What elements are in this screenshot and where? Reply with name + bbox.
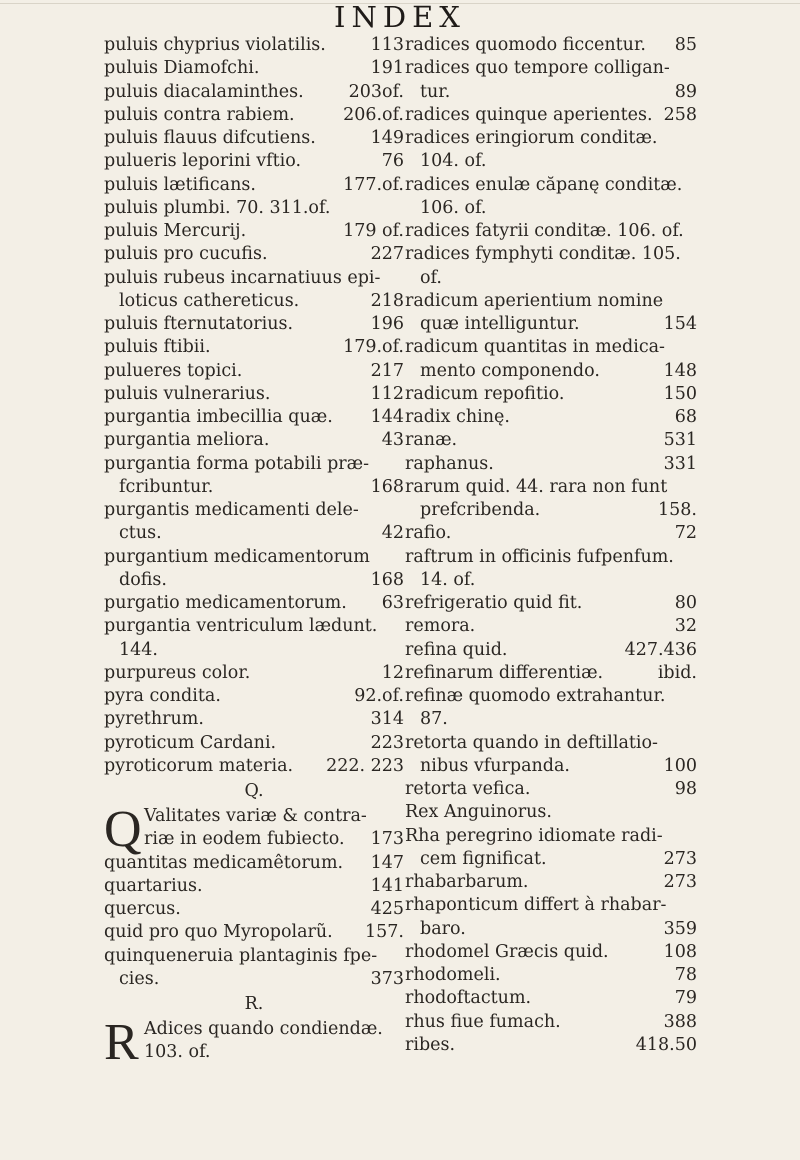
entry-page-ref: 273 — [663, 848, 697, 869]
index-entry — [405, 197, 697, 220]
index-entry — [405, 941, 697, 964]
entry-page-ref: 144 — [370, 407, 404, 427]
entry-term: pyra condita. — [104, 686, 221, 706]
entry-term: 104. of. — [420, 151, 487, 172]
index-entry — [405, 127, 697, 150]
index-entry — [405, 267, 697, 290]
index-entry — [104, 197, 404, 220]
entry-page-ref: 157. — [365, 922, 404, 943]
drop-cap-q: Q — [104, 801, 142, 858]
q-initial-entry — [104, 801, 404, 858]
entry-page-ref: 147 — [370, 852, 404, 873]
entry-page-ref: 203of. — [348, 81, 404, 102]
entry-term: purpureus color. — [104, 662, 251, 683]
entry-page-ref: 92.of. — [354, 686, 404, 706]
entry-page-ref: 43 — [381, 430, 404, 451]
entry-term: puluis flauus difcutiens. — [104, 128, 316, 148]
index-entry — [405, 662, 697, 685]
entry-page-ref: 76 — [381, 151, 404, 172]
entry-term: puluis fternutatorius. — [104, 314, 294, 334]
entry-page-ref: 227 — [370, 244, 404, 265]
entry-term: rhodomeli. — [405, 965, 501, 985]
index-entry — [104, 360, 404, 383]
entry-term: radices enulæ căpanę conditæ. — [405, 174, 683, 195]
entry-term: ranæ. — [405, 430, 458, 451]
index-entry — [104, 290, 404, 313]
index-entry — [104, 57, 404, 80]
section-heading-r: R. — [244, 994, 264, 1014]
index-entry — [104, 453, 404, 476]
r-entry-text-2: 103. of. — [144, 1042, 211, 1063]
entry-term: cem fignificat. — [420, 848, 547, 869]
entry-term: Rha peregrino idiomate radi- — [405, 825, 663, 846]
entry-page-ref: 154 — [663, 314, 697, 334]
entry-term: retorta vefica. — [405, 779, 531, 799]
entry-page-ref: 177.of. — [343, 174, 404, 195]
right-column — [405, 34, 697, 1057]
index-entry — [104, 406, 404, 429]
entry-term: mento componendo. — [420, 360, 600, 381]
index-entry — [405, 360, 697, 383]
left-entry-list — [104, 34, 404, 778]
index-entry — [405, 476, 697, 499]
entry-page-ref: 68 — [674, 407, 697, 427]
index-entry — [405, 848, 697, 871]
entry-term: pulueres topici. — [104, 360, 243, 381]
entry-page-ref: 179.of. — [343, 337, 404, 358]
entry-page-ref: 100 — [663, 755, 697, 776]
entry-term: pyroticum Cardani. — [104, 732, 277, 753]
index-entry — [104, 732, 404, 755]
index-entry — [405, 429, 697, 452]
entry-page-ref: 217 — [370, 360, 404, 381]
index-entry — [104, 34, 404, 57]
entry-page-ref: 206.of. — [343, 104, 404, 125]
q-entry-text-1: Valitates variæ & contra- — [144, 806, 367, 826]
entry-term: radices quinque aperientes. — [405, 104, 653, 125]
entry-term: purgantium medicamentorum — [104, 546, 370, 567]
index-entry — [405, 522, 697, 545]
entry-page-ref: ibid. — [657, 662, 697, 683]
index-entry — [405, 220, 697, 243]
index-entry — [405, 546, 697, 569]
index-entry — [104, 127, 404, 150]
index-entry — [104, 174, 404, 197]
index-entry — [104, 522, 404, 545]
entry-term: radicum repofitio. — [405, 383, 565, 404]
index-entry — [104, 220, 404, 243]
index-entry — [405, 104, 697, 127]
entry-term: 106. of. — [420, 197, 487, 218]
index-entry — [104, 921, 404, 944]
entry-page-ref: 273 — [663, 872, 697, 892]
entry-term: purgantia imbecillia quæ. — [104, 407, 333, 427]
index-entry — [405, 732, 697, 755]
entry-page-ref: 196 — [370, 314, 404, 334]
entry-term: purgantis medicamenti dele- — [104, 500, 359, 520]
entry-term: fcribuntur. — [119, 476, 214, 497]
index-entry — [405, 243, 697, 266]
index-entry — [104, 336, 404, 359]
entry-page-ref: 531 — [663, 430, 697, 451]
right-entry-list — [405, 34, 697, 1057]
index-entry — [405, 685, 697, 708]
entry-term: puluis Mercurij. — [104, 221, 247, 241]
left-column — [104, 34, 404, 1071]
entry-term: pyrethrum. — [104, 709, 204, 730]
index-entry — [405, 569, 697, 592]
entry-term: quæ intelliguntur. — [420, 314, 580, 334]
entry-page-ref: 427.436 — [624, 639, 697, 660]
entry-page-ref: 85 — [674, 35, 697, 55]
index-entry — [104, 852, 404, 875]
entry-term: pyroticorum materia. — [104, 755, 294, 776]
index-entry — [104, 592, 404, 615]
entry-term: pulueris leporini vftio. — [104, 151, 302, 172]
entry-page-ref: 150 — [663, 383, 697, 404]
index-entry — [104, 499, 404, 522]
entry-page-ref: 191 — [370, 58, 404, 79]
index-entry — [405, 1034, 697, 1057]
entry-term: quinqueneruia plantaginis fpe- — [104, 945, 378, 966]
entry-term: purgatio medicamentorum. — [104, 593, 347, 613]
entry-page-ref: 79 — [674, 988, 697, 1009]
index-entry — [104, 546, 404, 569]
entry-page-ref: 89 — [674, 81, 697, 102]
index-entry — [405, 383, 697, 406]
index-entry — [405, 336, 697, 359]
index-entry — [104, 267, 404, 290]
entry-term: refina quid. — [405, 639, 508, 660]
index-entry — [405, 639, 697, 662]
index-entry — [405, 615, 697, 638]
index-entry — [104, 104, 404, 127]
entry-page-ref: 42 — [381, 523, 404, 544]
entry-term: rhodoftactum. — [405, 988, 532, 1009]
entry-term: radix chinę. — [405, 407, 510, 427]
entry-term: radices fymphyti conditæ. 105. — [405, 244, 681, 265]
entry-page-ref: 32 — [674, 616, 697, 637]
index-entry — [104, 875, 404, 898]
entry-term: raphanus. — [405, 453, 494, 474]
index-entry — [104, 150, 404, 173]
index-entry — [104, 945, 404, 968]
entry-term: raftrum in officinis fufpenfum. — [405, 546, 674, 567]
index-entry — [405, 1011, 697, 1034]
drop-cap-r: R — [104, 1014, 139, 1071]
q-entry-page: 173 — [370, 829, 404, 850]
q-entry-line-1 — [144, 805, 404, 828]
entry-term: cies. — [119, 968, 160, 989]
entry-term: baro. — [420, 918, 466, 939]
entry-term: rhabarbarum. — [405, 872, 529, 892]
entry-page-ref: 12 — [381, 662, 404, 683]
index-entry — [405, 453, 697, 476]
index-entry — [104, 429, 404, 452]
index-entry — [405, 81, 697, 104]
index-entry — [104, 383, 404, 406]
entry-term: purgantia forma potabili præ- — [104, 453, 370, 474]
entry-term: prefcribenda. — [420, 500, 541, 520]
q-entry-text-2: riæ in eodem fubiecto. — [144, 829, 345, 850]
entry-page-ref: 168 — [370, 476, 404, 497]
index-entry — [405, 825, 697, 848]
entry-term: puluis vulnerarius. — [104, 383, 271, 404]
entry-term: rhodomel Græcis quid. — [405, 941, 609, 962]
index-entry — [405, 57, 697, 80]
entry-page-ref: 108 — [663, 941, 697, 962]
entry-term: puluis chyprius violatilis. — [104, 35, 326, 55]
entry-term: puluis diacalaminthes. — [104, 81, 304, 102]
entry-term: 14. of. — [420, 569, 476, 590]
entry-term: retorta quando in deftillatio- — [405, 732, 658, 753]
entry-page-ref: 80 — [674, 593, 697, 613]
entry-term: radicum aperientium nomine — [405, 290, 664, 311]
q-entry-line-2 — [144, 828, 404, 851]
index-entry — [405, 174, 697, 197]
section-heading-q: Q. — [244, 781, 264, 801]
entry-term: 144. — [119, 639, 158, 660]
entry-page-ref: 223 — [370, 732, 404, 753]
entry-term: radices quo tempore colligan- — [405, 58, 670, 79]
entry-term: puluis ftibii. — [104, 337, 211, 358]
index-entry — [405, 406, 697, 429]
index-entry — [405, 894, 697, 917]
entry-term: rhaponticum differt à rhabar- — [405, 895, 667, 916]
entry-page-ref: 78 — [674, 965, 697, 985]
entry-page-ref: 113 — [370, 35, 404, 55]
entry-page-ref: 359 — [663, 918, 697, 939]
index-entry — [104, 708, 404, 731]
r-initial-entry — [104, 1014, 404, 1071]
entry-term: loticus cathereticus. — [119, 290, 300, 311]
entry-term: refrigeratio quid fit. — [405, 593, 583, 613]
index-entry — [405, 313, 697, 336]
index-entry — [405, 592, 697, 615]
entry-page-ref: 98 — [674, 779, 697, 799]
entry-term: purgantia meliora. — [104, 430, 270, 451]
entry-term: nibus vfurpanda. — [420, 755, 570, 776]
index-entry — [405, 290, 697, 313]
entry-term: radices eringiorum conditæ. — [405, 128, 658, 148]
entry-page-ref: 258 — [663, 104, 697, 125]
index-entry — [104, 755, 404, 778]
entry-page-ref: 331 — [663, 453, 697, 474]
entry-page-ref: 63 — [381, 593, 404, 613]
index-entry — [104, 313, 404, 336]
entry-page-ref: 141 — [370, 875, 404, 896]
entry-term: quartarius. — [104, 875, 203, 896]
r-entry-text-1: Adices quando condiendæ. — [144, 1019, 383, 1039]
entry-page-ref: 149 — [370, 128, 404, 148]
index-entry — [405, 499, 697, 522]
index-entry — [405, 755, 697, 778]
entry-term: purgantia ventriculum lædunt. — [104, 616, 378, 637]
entry-term: refinæ quomodo extrahantur. — [405, 686, 666, 706]
index-entry — [405, 150, 697, 173]
index-entry — [104, 662, 404, 685]
entry-page-ref: 72 — [674, 523, 697, 544]
entry-term: quantitas medicamêtorum. — [104, 852, 344, 873]
entry-term: refinarum differentiæ. — [405, 662, 604, 683]
entry-term: of. — [420, 267, 442, 288]
entry-term: rarum quid. 44. rara non funt — [405, 476, 668, 497]
entry-term: puluis plumbi. 70. 311.of. — [104, 197, 331, 218]
entry-page-ref: 418.50 — [635, 1034, 697, 1055]
entry-term: quid pro quo Myropolarũ. — [104, 922, 333, 943]
entry-term: radicum quantitas in medica- — [405, 337, 665, 358]
entry-term: ctus. — [119, 523, 162, 544]
entry-page-ref: 222. 223 — [326, 755, 404, 776]
entry-term: radices quomodo ficcentur. — [405, 35, 646, 55]
entry-term: puluis pro cucufis. — [104, 244, 268, 265]
left-q-entry-list — [104, 852, 404, 992]
entry-page-ref: 148 — [663, 360, 697, 381]
index-entry — [405, 708, 697, 731]
entry-page-ref: 112 — [370, 383, 404, 404]
entry-term: remora. — [405, 616, 476, 637]
index-entry — [405, 778, 697, 801]
page-header: INDEX — [334, 0, 466, 34]
r-entry-line-2 — [144, 1041, 404, 1064]
entry-term: puluis Diamofchi. — [104, 58, 260, 79]
index-entry — [104, 639, 404, 662]
r-entry-line-1 — [144, 1018, 404, 1041]
entry-page-ref: 218 — [370, 290, 404, 311]
entry-page-ref: 425 — [370, 899, 404, 919]
index-entry — [104, 968, 404, 991]
entry-term: tur. — [420, 81, 451, 102]
index-entry — [104, 476, 404, 499]
index-entry — [405, 918, 697, 941]
entry-term: Rex Anguinorus. — [405, 802, 552, 823]
entry-page-ref: 388 — [663, 1011, 697, 1032]
index-entry — [405, 964, 697, 987]
entry-page-ref: 158. — [658, 500, 697, 520]
entry-page-ref: 373 — [370, 968, 404, 989]
entry-term: puluis contra rabiem. — [104, 104, 295, 125]
index-entry — [405, 801, 697, 824]
entry-term: dofis. — [119, 569, 167, 590]
entry-term: rafio. — [405, 523, 452, 544]
index-entry — [104, 569, 404, 592]
index-entry — [405, 987, 697, 1010]
index-entry — [104, 615, 404, 638]
entry-term: rhus fiue fumach. — [405, 1011, 561, 1032]
index-entry — [104, 243, 404, 266]
index-entry — [405, 34, 697, 57]
entry-term: 87. — [420, 709, 448, 730]
entry-term: puluis rubeus incarnatiuus epi- — [104, 267, 381, 288]
entry-page-ref: 179 of. — [343, 221, 404, 241]
entry-page-ref: 314 — [370, 709, 404, 730]
index-entry — [104, 685, 404, 708]
entry-term: ribes. — [405, 1034, 456, 1055]
entry-term: puluis lætificans. — [104, 174, 256, 195]
entry-page-ref: 168 — [370, 569, 404, 590]
index-entry — [405, 871, 697, 894]
index-entry — [104, 81, 404, 104]
entry-term: radices fatyrii conditæ. 106. of. — [405, 221, 684, 241]
index-entry — [104, 898, 404, 921]
entry-term: quercus. — [104, 899, 181, 919]
